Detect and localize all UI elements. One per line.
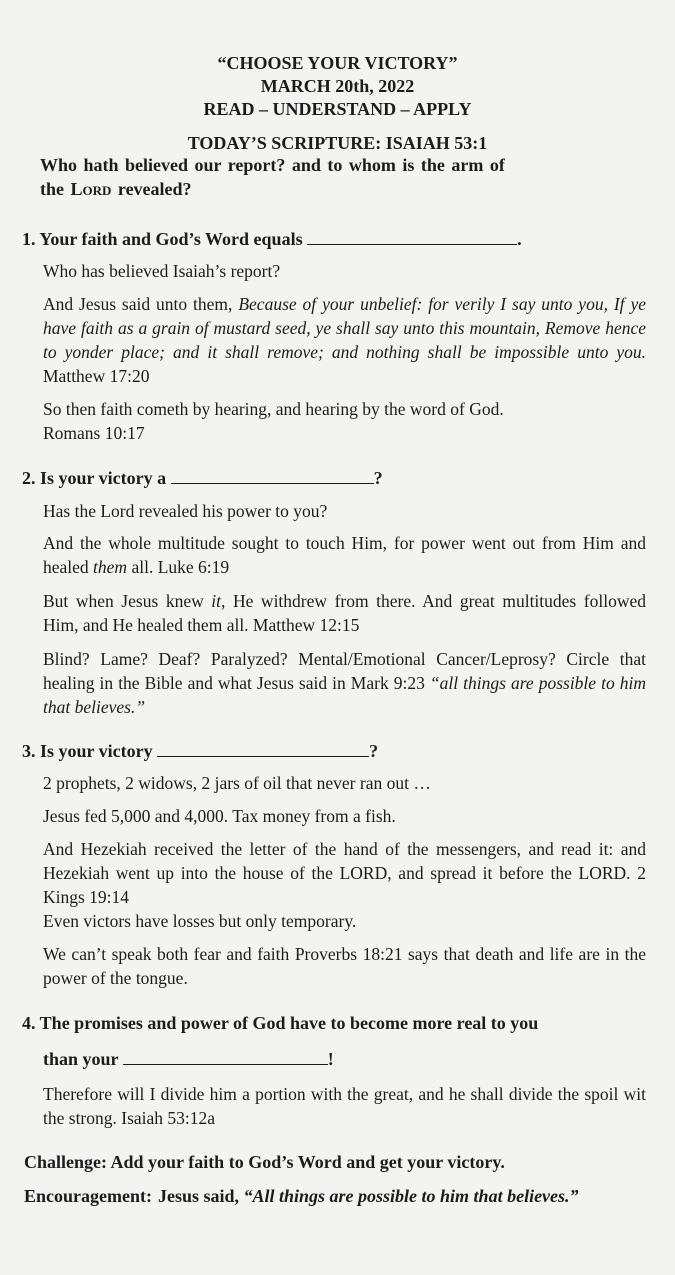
- encouragement-quote: “All things are possible to him that believes.”: [243, 1186, 579, 1206]
- section1-p3-text: So then faith cometh by hearing, and hearing by the word of God.: [43, 399, 504, 419]
- section2-p3-a: But when Jesus knew: [43, 591, 212, 611]
- scripture-line-2: the: [40, 179, 71, 199]
- section2-p4-italic: “all things are possible to him that believes.”: [43, 673, 646, 717]
- section1-p3: [43, 397, 646, 445]
- encouragement-intro: Jesus said,: [157, 1186, 244, 1206]
- section4-p1: Therefore will I divide him a portion with the great, and he shall divide the spoil wit the strong. Isaiah 53:12a: [43, 1084, 646, 1128]
- section1-p2: [43, 292, 646, 388]
- scripture-line-2-end: revealed?: [111, 179, 192, 199]
- sermon-date: MARCH 20th, 2022: [260, 76, 415, 96]
- section1-p2-intro: And Jesus said unto them,: [43, 294, 239, 314]
- section2-heading-text: 2. Is your victory a: [22, 468, 167, 488]
- section2-p2-a: And the whole multitude sought to touch Him, for power went out from Him and healed: [43, 533, 646, 577]
- section2-heading-punct: ?: [373, 468, 383, 488]
- section4-heading-line2: [43, 1048, 334, 1070]
- scripture-text: [40, 153, 645, 201]
- section3-p3: And Hezekiah received the letter of the hand of the messengers, and read it: and Hezekiah went up into the house of the LORD, and spread it before the LORD. 2 Kings 19:14: [43, 839, 646, 907]
- section1-heading: [22, 228, 522, 250]
- section1-p2-ref: Matthew 17:20: [43, 366, 150, 386]
- motto: READ – UNDERSTAND – APPLY: [203, 99, 472, 119]
- section2-p3-italic: it,: [211, 591, 226, 611]
- section3-heading-punct: ?: [369, 741, 379, 761]
- section4-heading: 4. The promises and power of God have to become more real to you: [22, 1013, 539, 1033]
- fill-blank-3[interactable]: [157, 742, 369, 757]
- section2-p3: [43, 589, 646, 637]
- section2-p2: [43, 531, 646, 579]
- encouragement-label: Encouragement:: [24, 1186, 152, 1206]
- section2-p2-italic: them: [93, 557, 128, 577]
- section3-p2: Jesus fed 5,000 and 4,000. Tax money from a fish.: [43, 806, 396, 826]
- section1-p2-quote: Because of your unbelief: for verily I say unto you, If ye have faith as a grain of mustard seed, ye shall say unto this mountain, Remove hence to yonder place; and it shall remove; and nothing shall be impossible unto you.: [43, 294, 646, 362]
- section3-heading-text: 3. Is your victory: [22, 741, 153, 761]
- section3-p4: Even victors have losses but only temporary.: [43, 911, 357, 931]
- scripture-lord: Lord: [70, 179, 112, 199]
- fill-blank-1[interactable]: [307, 230, 517, 245]
- challenge: Challenge: Add your faith to God’s Word and get your victory.: [24, 1152, 505, 1172]
- section1-p1: Who has believed Isaiah’s report?: [43, 261, 281, 281]
- section2-p4-a: Blind? Lame? Deaf? Paralyzed? Mental/Emotional Cancer/Leprosy? Circle that healing in the Bible and what Jesus said in Mark 9:23: [43, 649, 646, 693]
- fill-blank-2[interactable]: [171, 469, 374, 484]
- section4-heading-text: than your: [43, 1049, 119, 1069]
- fill-blank-4[interactable]: [123, 1050, 328, 1065]
- section3-p1: 2 prophets, 2 widows, 2 jars of oil that never ran out …: [43, 773, 431, 793]
- section2-p1: Has the Lord revealed his power to you?: [43, 501, 328, 521]
- section1-heading-text: 1. Your faith and God’s Word equals: [22, 229, 303, 249]
- section4-heading-punct: !: [327, 1049, 334, 1069]
- scripture-line-1: Who hath believed our report? and to whom is the arm of: [40, 155, 505, 175]
- sermon-title: “CHOOSE YOUR VICTORY”: [217, 53, 458, 73]
- section1-heading-punct: .: [517, 229, 522, 249]
- section2-p3-b: He withdrew from there. And great multitudes followed Him, and He healed them all. Matthew 12:15: [43, 591, 647, 635]
- section3-heading: [22, 740, 378, 762]
- encouragement-body: [152, 1184, 646, 1208]
- section2-heading: [22, 467, 383, 489]
- section1-p3-ref: Romans 10:17: [43, 423, 145, 443]
- encouragement: [24, 1184, 646, 1208]
- section2-p4: [43, 647, 646, 719]
- scripture-label: TODAY’S SCRIPTURE: ISAIAH 53:1: [187, 133, 488, 153]
- section2-p2-b: all. Luke 6:19: [127, 557, 230, 577]
- section3-p5: We can’t speak both fear and faith Proverbs 18:21 says that death and life are in the power of the tongue.: [43, 944, 646, 988]
